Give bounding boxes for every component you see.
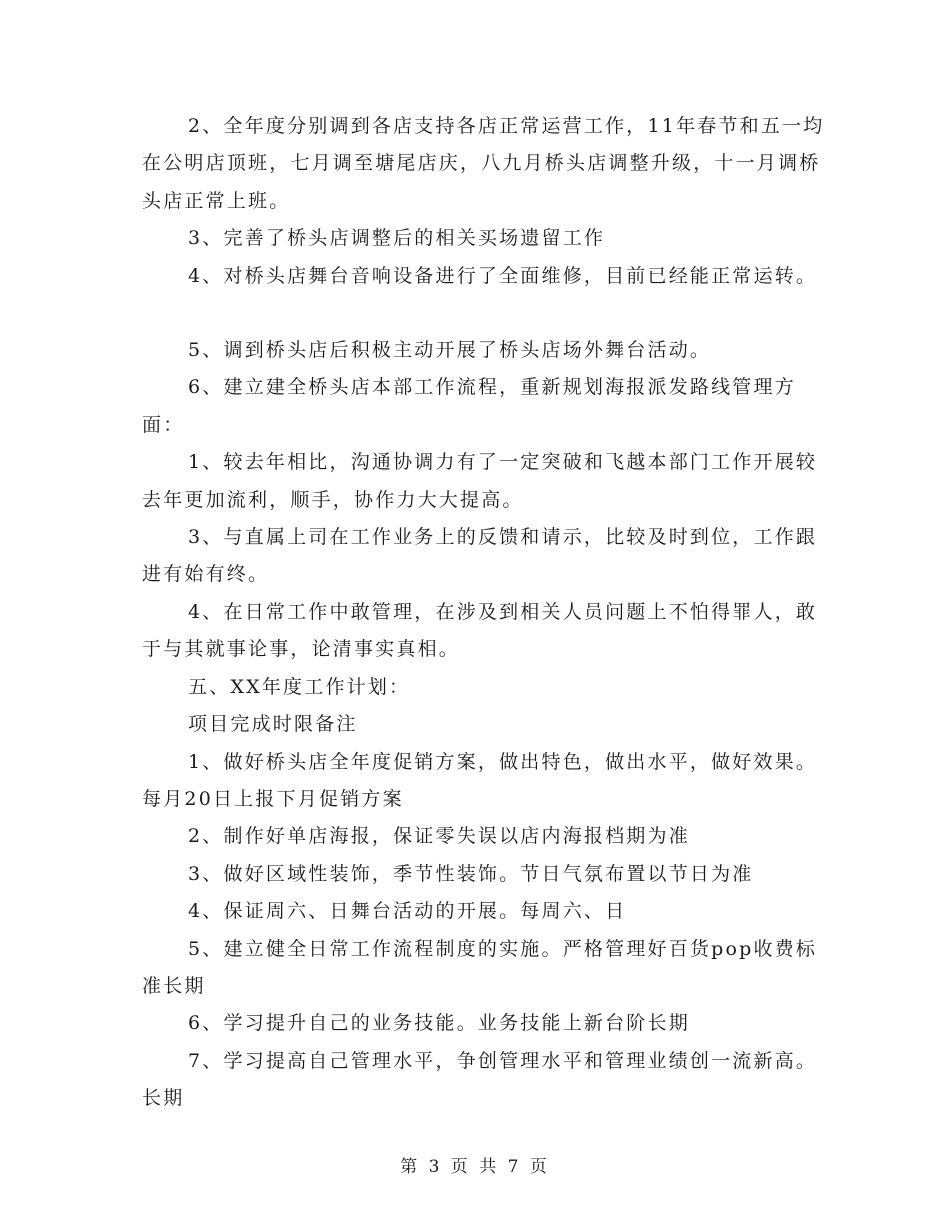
plan-item: 2、制作好单店海报，保证零失误以店内海报档期为准 <box>188 825 690 848</box>
plan-item: 3、做好区域性装饰，季节性装饰。节日气氛布置以节日为准 <box>188 862 754 885</box>
paragraph-gap <box>142 295 832 332</box>
paragraph: 3、与直属上司在工作业务上的反馈和请示，比较及时到位，工作跟进有始有终。 <box>142 526 818 586</box>
paragraph: 4、在日常工作中敢管理，在涉及到相关人员问题上不怕得罪人，敢于与其就事论事，论清事实真相。 <box>142 600 818 661</box>
body-text <box>142 108 832 1118</box>
paragraph: 2、全年度分别调到各店支持各店正常运营工作，11年春节和五一均在公明店顶班，七月调至塘尾店庆，八九月桥头店调整升级，十一月调桥头店正常上班。 <box>142 115 825 212</box>
page-footer: 第 3 页 共 7 页 <box>400 1157 550 1177</box>
paragraph: 6、建立建全桥头店本部工作流程，重新规划海报派发路线管理方面： <box>142 376 796 436</box>
paragraph: 3、完善了桥头店调整后的相关买场遗留工作 <box>188 227 606 250</box>
table-header-line: 项目完成时限备注 <box>188 713 358 736</box>
section-heading: 五、XX年度工作计划： <box>188 675 411 698</box>
paragraph: 4、对桥头店舞台音响设备进行了全面维修，目前已经能正常运转。 <box>188 264 818 287</box>
paragraph: 5、调到桥头店后积极主动开展了桥头店场外舞台活动。 <box>188 339 712 362</box>
plan-item: 5、建立健全日常工作流程制度的实施。严格管理好百货pop收费标准长期 <box>142 937 818 997</box>
paragraph: 1、较去年相比，沟通协调力有了一定突破和飞越本部门工作开展较去年更加流利，顺手，协作力大大提高。 <box>142 451 818 511</box>
plan-item: 6、学习提升自己的业务技能。业务技能上新台阶长期 <box>188 1012 690 1035</box>
plan-item: 4、保证周六、日舞台活动的开展。每周六、日 <box>188 900 627 923</box>
plan-item: 1、做好桥头店全年度促销方案，做出特色，做出水平，做好效果。每月20日上报下月促销方案 <box>142 750 818 810</box>
plan-item: 7、学习提高自己管理水平，争创管理水平和管理业绩创一流新高。长期 <box>142 1049 818 1110</box>
